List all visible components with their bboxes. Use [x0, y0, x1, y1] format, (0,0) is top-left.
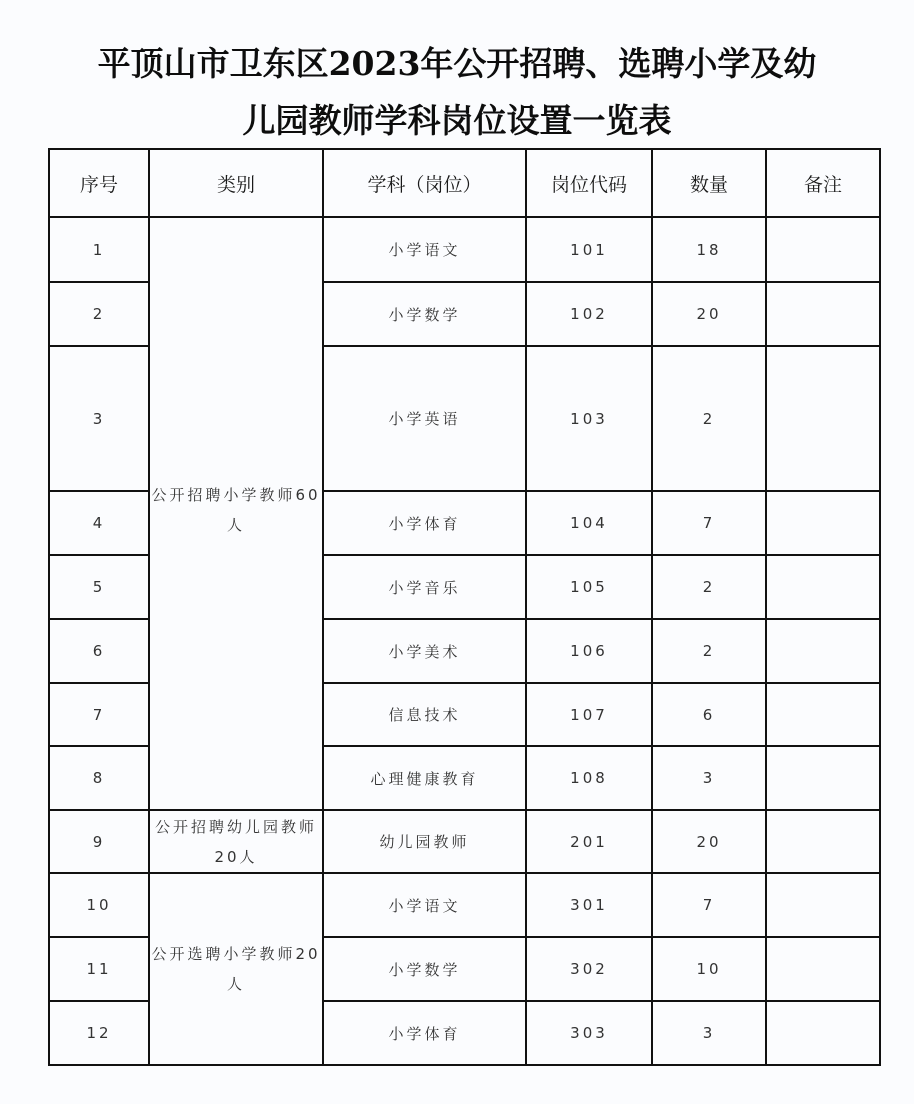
- header-subject: 学科（岗位）: [323, 149, 526, 217]
- cell-note: [766, 491, 880, 555]
- cell-count: 2: [652, 619, 766, 683]
- table-row: [49, 810, 880, 873]
- cell-no: 11: [49, 937, 149, 1001]
- cell-count: 3: [652, 1001, 766, 1065]
- cell-code: 104: [526, 491, 652, 555]
- cell-count: 20: [652, 810, 766, 873]
- cell-count: 2: [652, 346, 766, 491]
- header-code: 岗位代码: [526, 149, 652, 217]
- cell-category: 公开选聘小学教师20人: [149, 873, 323, 1065]
- cell-code: 201: [526, 810, 652, 873]
- cell-note: [766, 1001, 880, 1065]
- cell-note: [766, 346, 880, 491]
- header-no: 序号: [49, 149, 149, 217]
- document-title-line1: 平顶山市卫东区2023年公开招聘、选聘小学及幼: [97, 44, 817, 83]
- header-note: 备注: [766, 149, 880, 217]
- cell-count: 20: [652, 282, 766, 346]
- cell-no: 2: [49, 282, 149, 346]
- table-row: [49, 217, 880, 282]
- table-row: [49, 873, 880, 937]
- cell-subject: 小学体育: [323, 1001, 526, 1065]
- cell-no: 3: [49, 346, 149, 491]
- cell-subject: 小学数学: [323, 282, 526, 346]
- header-count: 数量: [652, 149, 766, 217]
- cell-note: [766, 873, 880, 937]
- cell-count: 3: [652, 746, 766, 810]
- cell-subject: 小学美术: [323, 619, 526, 683]
- cell-subject: 小学数学: [323, 937, 526, 1001]
- cell-subject: 小学音乐: [323, 555, 526, 619]
- cell-code: 101: [526, 217, 652, 282]
- cell-count: 6: [652, 683, 766, 746]
- cell-category: 公开招聘小学教师60人: [149, 217, 323, 810]
- cell-subject: 幼儿园教师: [323, 810, 526, 873]
- cell-code: 106: [526, 619, 652, 683]
- cell-note: [766, 217, 880, 282]
- cell-code: 302: [526, 937, 652, 1001]
- cell-code: 102: [526, 282, 652, 346]
- cell-no: 4: [49, 491, 149, 555]
- cell-code: 103: [526, 346, 652, 491]
- cell-note: [766, 619, 880, 683]
- cell-code: 108: [526, 746, 652, 810]
- cell-subject: 小学体育: [323, 491, 526, 555]
- cell-subject: 信息技术: [323, 683, 526, 746]
- cell-count: 7: [652, 491, 766, 555]
- cell-note: [766, 282, 880, 346]
- cell-no: 12: [49, 1001, 149, 1065]
- cell-no: 1: [49, 217, 149, 282]
- cell-code: 107: [526, 683, 652, 746]
- cell-no: 9: [49, 810, 149, 873]
- header-category: 类别: [149, 149, 323, 217]
- cell-subject: 小学英语: [323, 346, 526, 491]
- cell-note: [766, 683, 880, 746]
- cell-count: 10: [652, 937, 766, 1001]
- cell-no: 6: [49, 619, 149, 683]
- cell-no: 8: [49, 746, 149, 810]
- cell-no: 10: [49, 873, 149, 937]
- positions-table: [48, 148, 881, 1066]
- cell-no: 7: [49, 683, 149, 746]
- cell-note: [766, 746, 880, 810]
- cell-subject: 小学语文: [323, 217, 526, 282]
- cell-code: 105: [526, 555, 652, 619]
- cell-note: [766, 937, 880, 1001]
- cell-category: 公开招聘幼儿园教师20人: [149, 810, 323, 873]
- table-header-row: [49, 149, 880, 217]
- cell-subject: 小学语文: [323, 873, 526, 937]
- cell-note: [766, 555, 880, 619]
- cell-note: [766, 810, 880, 873]
- document-title-line2: 儿园教师学科岗位设置一览表: [242, 101, 672, 140]
- cell-count: 7: [652, 873, 766, 937]
- cell-subject: 心理健康教育: [323, 746, 526, 810]
- cell-no: 5: [49, 555, 149, 619]
- cell-code: 303: [526, 1001, 652, 1065]
- cell-count: 2: [652, 555, 766, 619]
- cell-count: 18: [652, 217, 766, 282]
- cell-code: 301: [526, 873, 652, 937]
